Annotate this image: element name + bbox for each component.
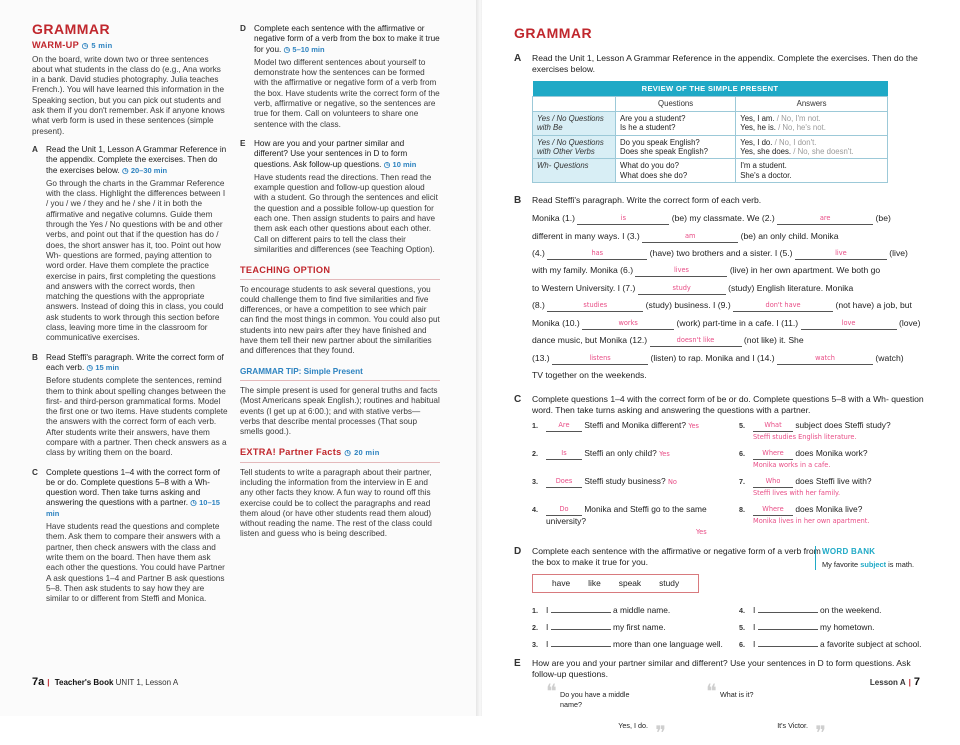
table-row: Wh- Questions What do you do? What does she do? I'm a student. She's a doctor. — [533, 159, 888, 183]
middle-column — [240, 24, 440, 548]
teacher-page — [0, 0, 478, 716]
answer-blank[interactable]: listens — [552, 354, 648, 365]
answer-blank[interactable]: live — [795, 249, 887, 260]
exercise-c-notes: C Complete questions 1–4 with the correct form of be or do. Complete questions 5–8 with a Wh- question word. Then take turns asking and answering the questions with a partner. ◷ 10–15 min Have students read the questions and complete them. Ask them to compare their answers with a partner, then check answers with the class and write them on the board. Then have them ask each other the questions. You could have Partner A ask questions 1–4 and Partner B ask questions 5–8. Then ask students to say how they are similar to or different from Steffi and Monica. — [32, 467, 225, 604]
table-row: Yes / No Questions with Other Verbs Do you speak English? Does she speak English? Yes, I do. / No, I don't. Yes, she does. / No, she doesn't. — [533, 135, 888, 159]
grammar-tip-body: The simple present is used for general truths and facts (Most Americans speak English.); routines and habitual events (I get up at 6:00.); and with stative verbs—verbs that describe mental processes (That soup smells good.). — [240, 385, 440, 437]
answer-blank[interactable]: love — [801, 319, 897, 330]
list-item: 5. What subject does Steffi study? Steffi studies English literature. — [739, 420, 891, 442]
teaching-option-heading: TEACHING OPTION — [240, 265, 331, 276]
exercise-b-notes: B Read Steffi's paragraph. Write the correct form of each verb. ◷ 15 min Before students complete the sentences, remind them to think about spelling changes between the first- and third-person grammatical forms. Model the first one or two items. Have students complete the answers with the correct form of each verb. After students write their answers, have them compare with a partner. Then check answers as a class by writing them on the board. — [32, 352, 228, 458]
answer-blank[interactable]: studies — [547, 301, 643, 312]
teaching-option-body: To encourage students to ask several questions, you could challenge them to find five similarities and five differences, or have a competition to see which pair can find the most things in common. You could also put students into new pairs after they have finished and have them tell their new partner about the similarities and differences that they found. — [240, 284, 440, 356]
exercise-a: A Read the Unit 1, Lesson A Grammar Reference in the appendix. Complete the exercises. Then do the exercises below. REVIEW OF THE SIMPLE PRESENT Questions Answers Yes / No Questions with Be Are you a student? Is he a student? Yes, I am. / No, I'm not. Yes, he is. / No, he's not. Yes / No Questions with Other Verbs Do you speak English? Does she speak English? Yes, I do. / No, I don't. Yes, she does. / No, she doesn't. Wh- Questions What do you do? What does she do? I'm a student. She's a doctor. — [514, 53, 932, 183]
list-item: 1. I a middle name. — [532, 605, 671, 616]
answer-blank[interactable] — [551, 612, 611, 613]
answer-blank[interactable] — [758, 612, 818, 613]
exercise-c: C Complete questions 1–4 with the correct form of be or do. Complete questions 5–8 with a Wh- question word. Then take turns asking and answering the questions with a partner. 1. Are Steffi and Monika different? Yes 5. What subject does Steffi study? Steffi studies English literature. 2. Is Steffi an only child? Yes 6. Where does Monika work? Monika works in a cafe. 3. Does Steffi study business? No 7. Who does Steffi live with? Steffi lives with her family. 4. Do Monika and Steffi go to the same university? Yes 8. Where does Monika live? Monika lives in her own apartment. — [514, 394, 932, 538]
open-quote-icon: ❝ — [546, 679, 557, 704]
exercise-d-notes: D Complete each sentence with the affirmative or negative form of a verb from the box to make it true for you. ◷ 5–10 min Model two different sentences about yourself to demonstrate how the sentences can be formed with the affirmative or negative form of a verb from the box. Have students write the correct form of the verb, affirmative or negative, so the sentences are true for them. Call on volunteers to share one sentence with the class. — [240, 24, 440, 129]
divider — [240, 380, 440, 381]
list-item: 4. I on the weekend. — [739, 605, 882, 616]
close-quote-icon: ❞ — [655, 720, 666, 745]
answer-blank[interactable]: don't have — [733, 301, 833, 312]
list-item: 6. Where does Monika work? Monika works in a cafe. — [739, 448, 868, 470]
clock-icon: ◷ — [86, 362, 94, 372]
clock-icon: ◷ — [190, 498, 197, 508]
clock-icon: ◷ — [122, 165, 129, 175]
answer-blank[interactable]: watch — [777, 354, 873, 365]
speech-bubble: ❝ Do you have a middle name? Yes, I do. ❞ — [546, 679, 666, 745]
answer-blank[interactable]: lives — [635, 266, 727, 277]
right-footer: Lesson A | 7 — [869, 676, 920, 688]
warmup-heading: WARM-UP ◷ 5 min — [32, 40, 113, 51]
warmup-body: On the board, write down two or three sentences about what students in the class do (e.g., Ana works in a bank. David studies photography. Julia teaches French.). You will have learned this information in the Speaking section, but you can pick out students and ask them if you don't remember. Ask if anyone knows what verb form is used in these sentences (simple present). — [32, 54, 225, 136]
word-bank: WORD BANK My favorite subject is math. — [815, 546, 932, 570]
answer-blank[interactable]: Does — [546, 477, 582, 488]
answer-blank[interactable]: doesn't like — [650, 336, 742, 347]
speech-bubble: ❝ What is it? It's Victor. ❞ — [706, 679, 826, 745]
list-item: 4. Do Monika and Steffi go to the same university? Yes — [532, 504, 707, 537]
exercise-b: B Read Steffi's paragraph. Write the correct form of each verb. Monika (1.) is (be) my classmate. We (2.) are (be) different in many ways. I (3.) am (be) an only child. Monika (4.) has (have) two brothers and a sister. I (5.) live (live) with my family. Monika (6.) lives (live) in her own apartment. We both go to Western University. I (7.) study (study) English literature. Monika (8.) studies (study) business. I (9.) don't have (not have) a job, but Monika (10.) works (work) part-time in a cafe. I (11.) love (love) dance music, but Monika (12.) doesn't like (not like) it. She (13.) listens (listen) to rap. Monika and I (14.) watch (watch) TV together on the weekends. — [514, 195, 932, 384]
answer-blank[interactable]: is — [577, 214, 669, 225]
left-column — [32, 21, 228, 613]
question-grid — [532, 420, 932, 538]
student-page — [482, 0, 960, 745]
answer-blank[interactable]: study — [638, 284, 726, 295]
answer-blank[interactable]: am — [642, 232, 738, 243]
page-title: GRAMMAR — [32, 21, 111, 37]
page-title: GRAMMAR — [514, 25, 593, 41]
left-footer: 7a | Teacher's Book UNIT 1, Lesson A — [32, 676, 179, 688]
open-quote-icon: ❝ — [706, 679, 717, 704]
answer-blank[interactable]: Where — [753, 449, 793, 460]
list-item: 8. Where does Monika live? Monika lives in her own apartment. — [739, 504, 870, 526]
grammar-tip-heading: GRAMMAR TIP: Simple Present — [240, 366, 363, 376]
answer-blank[interactable] — [551, 629, 611, 630]
list-item: 3. I more than one language well. — [532, 639, 723, 650]
answer-blank[interactable]: Who — [753, 477, 793, 488]
sentence-grid — [532, 605, 932, 650]
clock-icon: ◷ — [383, 159, 391, 169]
answer-blank[interactable]: are — [777, 214, 873, 225]
right-column — [514, 25, 932, 745]
list-item: 6. I a favorite subject at school. — [739, 639, 922, 650]
answer-blank[interactable]: Are — [546, 421, 582, 432]
list-item: 1. Are Steffi and Monika different? Yes — [532, 420, 699, 431]
extra-heading: EXTRA! Partner Facts ◷ 20 min — [240, 447, 380, 458]
list-item: 3. Does Steffi study business? No — [532, 476, 677, 487]
answer-blank[interactable] — [551, 646, 611, 647]
answer-blank[interactable]: What — [753, 421, 793, 432]
table-row: Yes / No Questions with Be Are you a student? Is he a student? Yes, I am. / No, I'm not. Yes, he is. / No, he's not. — [533, 111, 888, 135]
answer-blank[interactable] — [758, 646, 818, 647]
list-item: 7. Who does Steffi live with? Steffi lives with her family. — [739, 476, 872, 498]
review-table: REVIEW OF THE SIMPLE PRESENT Questions Answers Yes / No Questions with Be Are you a student? Is he a student? Yes, I am. / No, I'm not. Yes, he is. / No, he's not. Yes / No Questions with Other Verbs Do you speak English? Does she speak English? Yes, I do. / No, I don't. Yes, she does. / No, she doesn't. Wh- Questions What do you do? What does she do? I'm a student. She's a doctor. — [532, 81, 888, 183]
answer-blank[interactable]: has — [547, 249, 647, 260]
exercise-d: D Complete each sentence with the affirmative or negative form of a verb from the box to make it true for you. WORD BANK My favorite subject is math. have like speak study 1. I a middle name. 4. I on the weekend. 2. I my first name. 5. I my hometown. 3. I more than one language well. 6. I a favorite subject at school. — [514, 546, 932, 650]
list-item: 2. I my first name. — [532, 622, 666, 633]
verb-box: have like speak study — [532, 574, 699, 593]
clock-icon: ◷ — [344, 448, 352, 458]
answer-blank[interactable]: Where — [753, 505, 793, 516]
close-quote-icon: ❞ — [815, 720, 826, 745]
answer-blank[interactable]: works — [582, 319, 674, 330]
answer-blank[interactable]: Is — [546, 449, 582, 460]
list-item: 5. I my hometown. — [739, 622, 875, 633]
exercise-e: E How are you and your partner similar and different? Use your sentences in D to form questions. Ask follow-up questions. ❝ Do you have a middle name? Yes, I do. ❞ ❝ What is it? It's Victor. ❞ — [514, 658, 932, 730]
extra-body: Tell students to write a paragraph about their partner, including the information from the interview in E and any other facts they know. A fun way to round off this exercise could be to collect the paragraphs and read them aloud (or have other students read them aloud) without reading the name. The rest of the class could listen and guess who is being described. — [240, 467, 432, 539]
clock-icon: ◷ — [81, 41, 89, 51]
answer-blank[interactable]: Do — [546, 505, 582, 516]
divider — [240, 279, 440, 280]
answer-blank[interactable] — [758, 629, 818, 630]
list-item: 2. Is Steffi an only child? Yes — [532, 448, 670, 459]
clock-icon: ◷ — [283, 44, 291, 54]
steffi-paragraph: Monika (1.) is (be) my classmate. We (2.) are (be) different in many ways. I (3.) am (be) an only child. Monika (4.) has (have) two brothers and a sister. I (5.) live (live) with my family. Monika (6.) lives (live) in her own apartment. We both go to Western University. I (7.) study (study) English literature. Monika (8.) studies (study) business. I (9.) don't have (not have) a job, but Monika (10.) works (work) part-time in a cafe. I (11.) love (love) dance music, but Monika (12.) doesn't like (not like) it. She (13.) listens (listen) to rap. Monika and I (14.) watch (watch) TV together on the weekends. — [532, 213, 921, 380]
exercise-e-notes: E How are you and your partner similar and different? Use your sentences in D to form questions. Ask follow-up questions. ◷ 10 min Have students read the directions. Then read the example question and follow-up question aloud with a student. Go through the sentences and elicit the question and a possible follow-up question for each one. Then assign students to pairs and have them ask each other questions about each other. Call on different pairs to tell the class their similarities and differences (see Teaching Option). — [240, 138, 438, 254]
exercise-a-notes: A Read the Unit 1, Lesson A Grammar Reference in the appendix. Complete the exercises. Then do the exercises below. ◷ 20–30 min Go through the charts in the Grammar Reference with the class. Highlight the differences between I / you / we / they and he / she / it in both the affirmative and negative columns. Guide them through the Yes / No questions with be and other verbs, and point out that if the question has do / does, the short answer has it, too. Point out how Wh- questions are formed, paying attention to word order. Have them complete the practice exercise in pairs, first completing the questions and answers with the correct words, then matching the questions with the appropriate answers. Instead of doing this in class, you could ask students to work through this section before class, leaving more time in the classroom for communicative exercises. — [32, 144, 227, 343]
divider — [240, 462, 440, 463]
